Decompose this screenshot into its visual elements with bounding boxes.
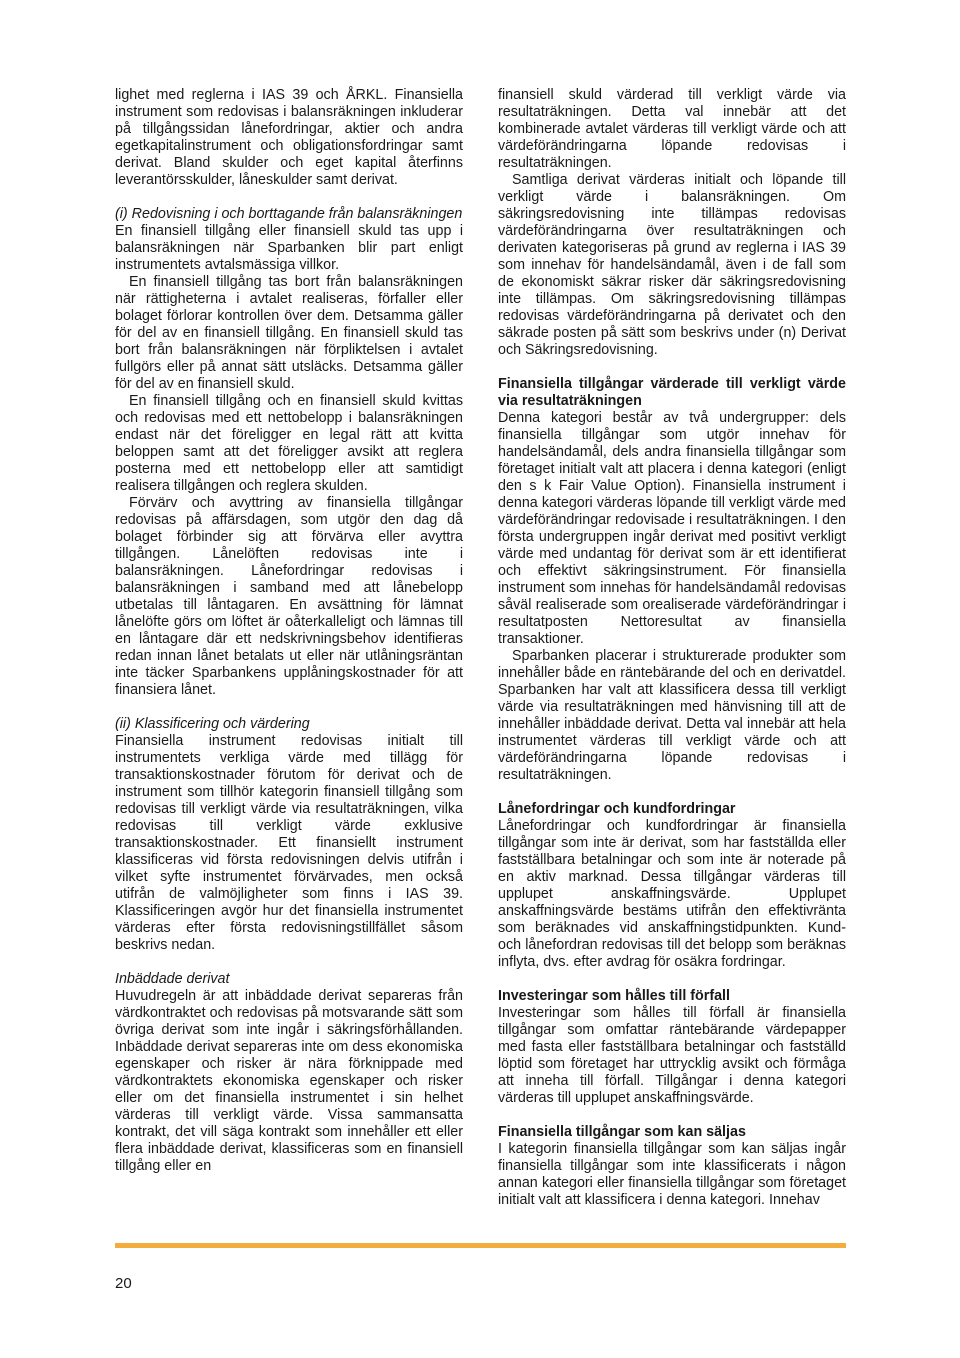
body-paragraph: Huvudregeln är att inbäddade derivat separeras från värdkontraktet och redovisas på motsvarande sätt som övriga derivat som inte ingår i säkringsförhållanden. Inbäddade derivat separeras inte om dess ekonomiska egenskaper och risker är nära förknippade med värdkontraktets ekonomiska egenskaper och risker eller om det finansiella instrumentet i sin helhet värderas till verkligt värde. Vissa sammansatta kontrakt, det vill säga kontrakt som innehåller ett eller flera inbäddade derivat, klassificeras som en finansiell tillgång eller en <box>115 988 463 1174</box>
body-paragraph: Sparbanken placerar i strukturerade produkter som innehåller både en räntebärande del och en derivatdel. Sparbanken har valt att klassificera dessa till verkligt värde via resultaträkningen med hänvisning till att de innehåller inbäddade derivat. Detta val innebär att hela instrumentet värderas till verkligt värde och att värdeförändringarna löpande redovisas i resultaträkningen. <box>498 648 846 783</box>
section-heading-classification: (ii) Klassificering och värdering <box>115 716 310 732</box>
section-heading-held-to-maturity: Investeringar som hålles till förfall <box>498 988 730 1004</box>
body-paragraph: Lånefordringar och kundfordringar är finansiella tillgångar som inte är derivat, som har fastställda eller fastställbara betalningar och som inte är noterade på en aktiv marknad. Dessa tillgångar värderas till upplupet anskaffningsvärde. Upplupet anskaffningsvärde bestäms utifrån den effektivränta som beräknades vid anskaffningstidpunkten. Kund- och lånefordran redovisas till det belopp som beräknas inflyta, dvs. efter avdrag för osäkra fordringar. <box>498 818 846 970</box>
body-paragraph: Finansiella instrument redovisas initialt till instrumentets verkliga värde med tillägg för transaktionskostnader förutom för derivat och de instrument som tillhör kategorin finansiell tillgång som redovisas till verkligt värde via resultaträkningen, vilka redovisas till verkligt värde exklusive transaktionskostnader. Ett finansiellt instrument klassificeras vid första redovisningen delvis utifrån i vilket syfte instrumentet förvärvades, men också utifrån de valmöjligheter som finns i IAS 39. Klassificeringen avgör hur det finansiella instrumentet värderas efter första redovisningstillfället såsom beskrivs nedan. <box>115 733 463 953</box>
body-paragraph: En finansiell tillgång tas bort från balansräkningen när rättigheterna i avtalet realiseras, förfaller eller bolaget förlorar kontrollen över dem. Detsamma gäller för del av en finansiell tillgång. En finansiell skuld tas bort från balansräkningen när förpliktelsen i avtalet fullgörs eller på annat sätt utsläcks. Detsamma gäller för del av en finansiell skuld. <box>115 274 463 392</box>
section-heading-loans: Lånefordringar och kundfordringar <box>498 801 736 817</box>
body-paragraph: Investeringar som hålles till förfall är finansiella tillgångar som omfattar räntebärande värdepapper med fasta eller fastställbara betalningar och fastställd löptid som företaget har uttrycklig avsikt och förmåga att inneha till förfall. Tillgångar i denna kategori värderas till upplupet anskaffningsvärde. <box>498 1005 846 1106</box>
body-paragraph: Denna kategori består av två undergrupper: dels finansiella tillgångar som utgör innehav för handelsändamål, dels andra finansiella tillgångar som företaget initialt valt att placera i denna kategori (enligt den s k Fair Value Option). Finansiella instrument i denna kategori värderas löpande till verkligt värde med värdeförändringar redovisade i resultaträkningen. I den första undergruppen ingår derivat med positivt verkligt värde med undantag för derivat som är ett identifierat och effektivt säkringsinstrument. För finansiella instrument som innehas för handelsändamål redovisas såväl realiserade som orealiserade värdeförändringar i resultatposten Nettoresultat av finansiella transaktioner. <box>498 410 846 647</box>
page-number: 20 <box>115 1275 132 1292</box>
section-heading-available-for-sale: Finansiella tillgångar som kan säljas <box>498 1124 746 1140</box>
right-column <box>498 87 846 1209</box>
left-column <box>115 87 463 1175</box>
body-paragraph: En finansiell tillgång och en finansiell skuld kvittas och redovisas med ett nettobelopp i balansräkningen endast när det föreligger en legal rätt att kvitta beloppen samt att det föreligger avsikt att reglera posterna med ett nettobelopp eller att samtidigt realisera tillgången och reglera skulden. <box>115 393 463 494</box>
section-heading-embedded-derivatives: Inbäddade derivat <box>115 971 230 987</box>
section-heading-fvtpl: Finansiella tillgångar värderade till verkligt värde via resultaträkningen <box>498 376 846 409</box>
body-paragraph: Samtliga derivat värderas initialt och löpande till verkligt värde i balansräkningen. Om säkringsredovisning inte tillämpas redovisas värdeförändringarna över resultaträkningen och derivaten kategoriseras på grund av reglerna i IAS 39 som innehav för handelsändamål, även i de fall som de ekonomiskt säkrar risker där säkringsredovisning inte tillämpas. Om säkringsredovisning tillämpas redovisas värdeförändringarna på derivatet och den säkrade posten på sätt som beskrivs under (n) Derivat och Säkringsredovisning. <box>498 172 846 358</box>
body-paragraph: I kategorin finansiella tillgångar som kan säljas ingår finansiella tillgångar som inte klassificerats i någon annan kategori eller finansiella tillgångar som företaget initialt valt att klassificera i denna kategori. Innehav <box>498 1141 846 1208</box>
section-heading-recognition: (i) Redovisning i och borttagande från balansräkningen <box>115 206 463 222</box>
body-paragraph: finansiell skuld värderad till verkligt värde via resultaträkningen. Detta val innebär att det kombinerade avtalet värderas till verkligt värde och att värdeförändringarna löpande redovisas i resultaträkningen. <box>498 87 846 171</box>
body-paragraph: En finansiell tillgång eller finansiell skuld tas upp i balansräkningen när Sparbanken blir part enligt instrumentets avtalsmässiga villkor. <box>115 223 463 273</box>
body-paragraph: Förvärv och avyttring av finansiella tillgångar redovisas på affärsdagen, som utgör den dag då bolaget förbinder sig att förvärva eller avyttra tillgången. Lånelöften redovisas inte i balansräkningen. Lånefordringar redovisas i balansräkningen i samband med att lånebelopp utbetalas till låntagaren. En avsättning för lämnat lånelöfte görs om löftet är oåterkalleligt och lämnas till en låntagare där ett nedskrivningsbehov identifieras redan innan lånet betalats ut eller när utlåningsräntan inte täcker Sparbankens upplåningskostnader för att finansiera lånet. <box>115 495 463 698</box>
footer-rule <box>115 1243 846 1248</box>
body-paragraph: lighet med reglerna i IAS 39 och ÅRKL. Finansiella instrument som redovisas i balansräkningen inkluderar på tillgångssidan lånefordringar, aktier och andra egetkapitalinstrument och obligationsfordringar samt derivat. Bland skulder och eget kapital återfinns leverantörsskulder, låneskulder samt derivat. <box>115 87 463 188</box>
